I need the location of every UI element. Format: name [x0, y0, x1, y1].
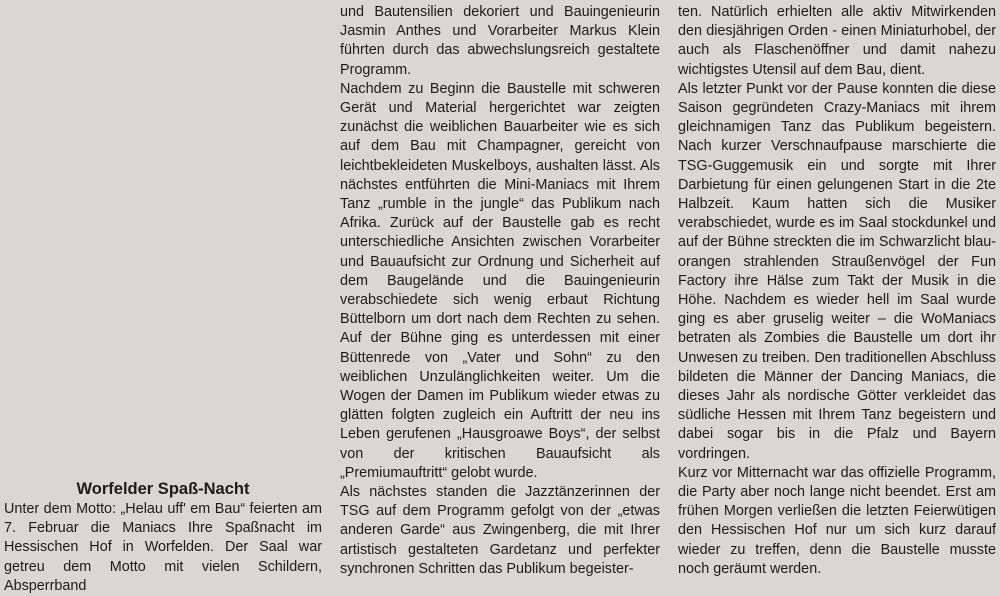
- article-column-2: [340, 3, 660, 579]
- paragraph: Als nächstes standen die Jazztänzerinnen der TSG auf dem Programm gefolgt von der „etwas anderen Garde“ aus Zwingenberg, die mit Ihrer artistisch gestalteten Gardetanz und perfekter synchronen Schritten das Publikum begeister-: [340, 484, 660, 577]
- article-column-1: [4, 478, 322, 596]
- article-headline: Worfelder Spaß-Nacht: [76, 480, 250, 498]
- paragraph: ten. Natürlich erhielten alle aktiv Mitwirkenden den diesjährigen Orden - einen Miniaturhobel, der auch als Flaschenöffner und damit nahezu wichtigstes Utensil auf dem Bau, dient.: [678, 4, 996, 78]
- paragraph: Als letzter Punkt vor der Pause konnten die diese Saison gegründeten Crazy-Maniacs mit ihrem gleichnamigen Tanz das Publikum begeistern. Nach kurzer Verschnaufpause marschierte die TSG-Guggemusik ein und sorgte mit Ihrer Darbietung für einen gelungenen Start in die 2te Halbzeit. Kaum hatten sich die Musiker verabschiedet, wurde es im Saal stockdunkel und auf der Bühne streckten die im Schwarzlicht blau-orangen strahlenden Straußenvögel der Fun Factory ihre Hälse zum Takt der Musik in die Höhe. Nachdem es wieder hell im Saal wurde ging es aber gruselig weiter – die WoManiacs betraten als Zombies die Baustelle um dort ihr Unwesen zu treiben. Den traditionellen Abschluss bildeten die Männer der Dancing Maniacs, die dieses Jahr als nordische Götter verkleidet das südliche Hessen mit Ihrem Tanz begeistern und dabei sogar bis in die Pfalz und Bayern vordringen.: [678, 80, 996, 462]
- paragraph: Nachdem zu Beginn die Baustelle mit schweren Gerät und Material hergerichtet war zeigten zunächst die weiblichen Bauarbeiter wie es sich auf dem Bau mit Champagner, gereicht von leichtbekleideten Muskelboys, aushalten lässt. Als nächstes entführten die Mini-Maniacs mit Ihrem Tanz „rumble in the jungle“ das Publikum nach Afrika. Zurück auf der Baustelle gab es recht unterschiedliche Ansichten zwischen Vorarbeiter und Bauaufsicht zur Ordnung und Sicherheit auf dem Baugelände und die Bauingenieurin verabschiedete sich wenig erbaut Richtung Büttelborn um dort nach dem Rechten zu sehen. Auf der Bühne ging es unterdessen mit einer Büttenrede von „Vater und Sohn“ zu den weiblichen Unzulänglichkeiten weiter. Um die Wogen der Damen im Publikum wieder etwas zu glätten folgten zugleich ein Auftritt der neu ins Leben gerufenen „Hausgroawe Boys“, der selbst von der kritischen Bauaufsicht als „Premiumauftritt“ gelobt wurde.: [340, 80, 660, 481]
- paragraph: Kurz vor Mitternacht war das offizielle Programm, die Party aber noch lange nicht beendet. Erst am frühen Morgen verließen die letzten Feierwütigen den Hessischen Hof nur um sich kurz darauf wieder zu treffen, denn die Baustelle musste noch geräumt werden.: [678, 464, 996, 577]
- empty-paper-area: [0, 0, 322, 476]
- article-column-3: [678, 3, 996, 579]
- paragraph: Unter dem Motto: „Helau uff' em Bau“ feierten am 7. Februar die Maniacs Ihre Spaßnacht im Hessischen Hof in Worfelden. Der Saal war getreu dem Motto mit vielen Schildern, Absperrband: [4, 501, 322, 594]
- paragraph: und Bautensilien dekoriert und Bauingenieurin Jasmin Anthes und Vorarbeiter Markus Klein führten durch das abwechslungsreich gestaltete Programm.: [340, 4, 660, 78]
